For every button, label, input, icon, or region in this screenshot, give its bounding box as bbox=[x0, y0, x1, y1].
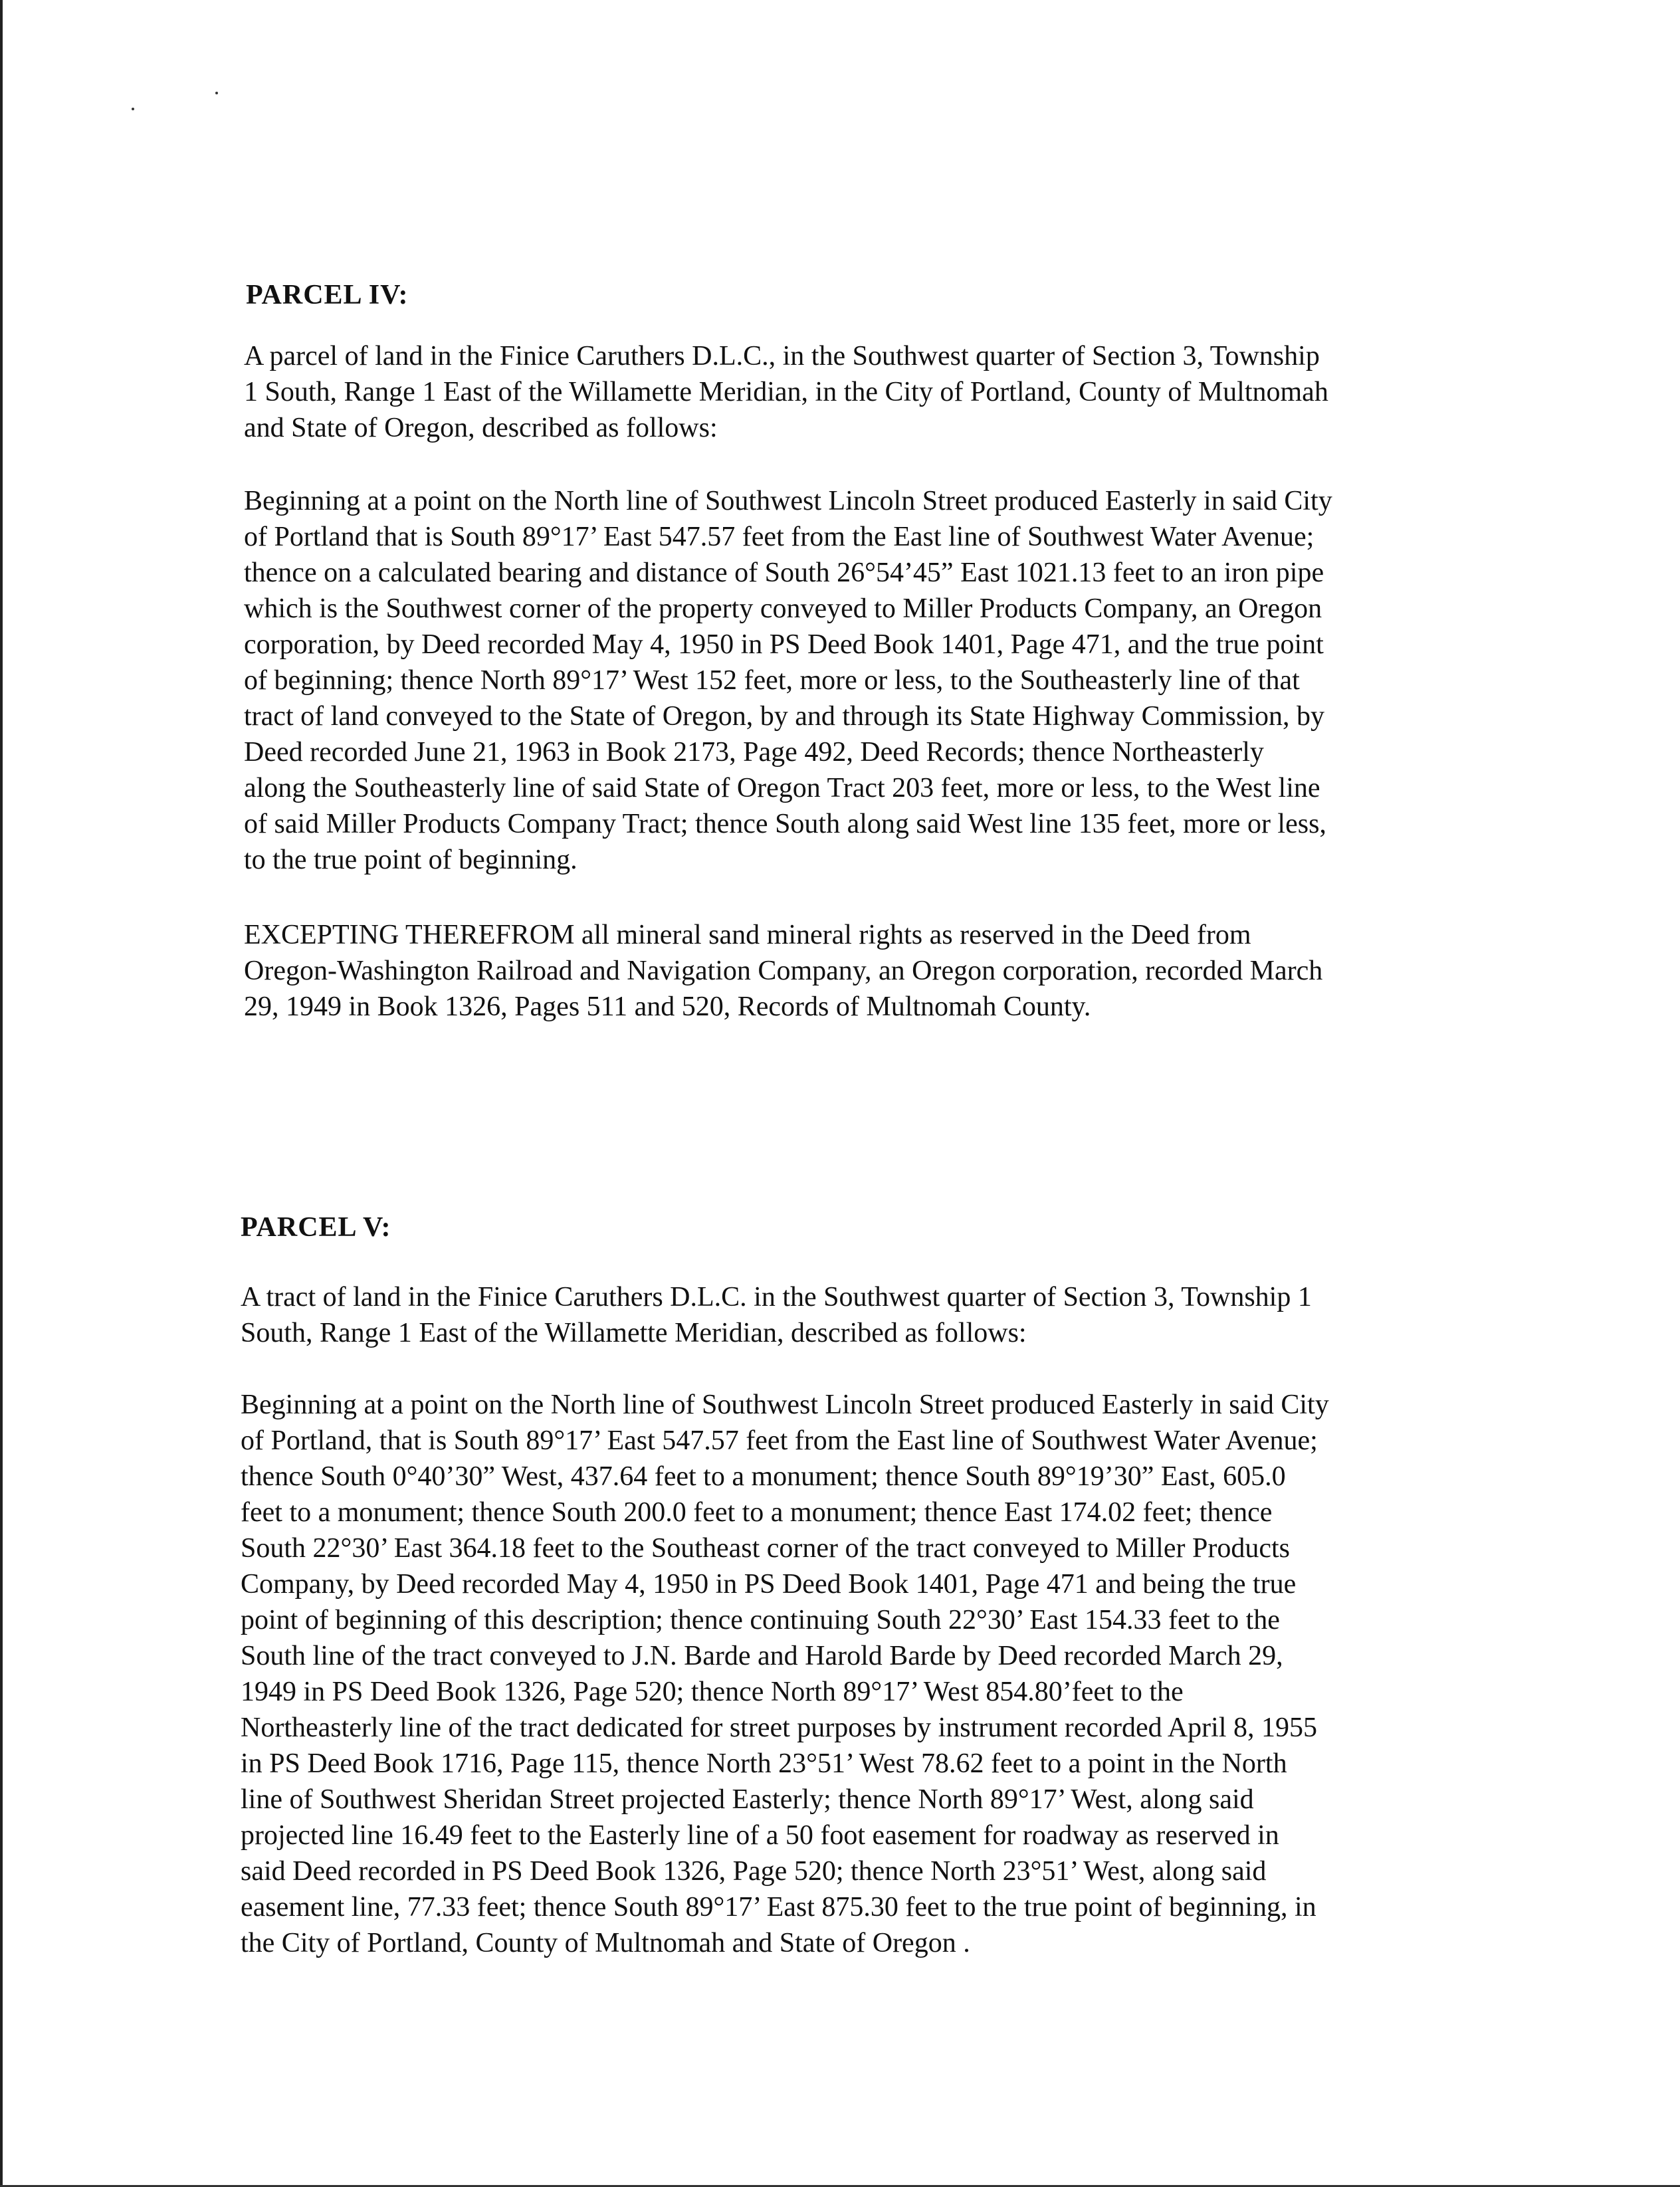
text-line: tract of land conveyed to the State of Oregon, by and through its State Highway Commission, by bbox=[244, 701, 1325, 732]
text-line: said Deed recorded in PS Deed Book 1326, Page 520; thence North 23°51’ West, along said bbox=[241, 1856, 1267, 1887]
text-line: feet to a monument; thence South 200.0 feet to a monument; thence East 174.02 feet; thence bbox=[241, 1497, 1273, 1528]
text-line: which is the Southwest corner of the property conveyed to Miller Products Company, an Oregon bbox=[244, 593, 1322, 624]
scan-left-edge bbox=[0, 0, 3, 2187]
text-line: A parcel of land in the Finice Caruthers D.L.C., in the Southwest quarter of Section 3, Township bbox=[244, 341, 1320, 371]
text-line: thence on a calculated bearing and distance of South 26°54’45” East 1021.13 feet to an iron pipe bbox=[244, 558, 1324, 588]
text-line: corporation, by Deed recorded May 4, 1950 in PS Deed Book 1401, Page 471, and the true point bbox=[244, 629, 1324, 660]
text-line: EXCEPTING THEREFROM all mineral sand mineral rights as reserved in the Deed from bbox=[244, 920, 1251, 950]
text-line: in PS Deed Book 1716, Page 115, thence North 23°51’ West 78.62 feet to a point in the North bbox=[241, 1748, 1287, 1779]
text-line: Company, by Deed recorded May 4, 1950 in PS Deed Book 1401, Page 471 and being the true bbox=[241, 1569, 1297, 1600]
scan-speck bbox=[215, 92, 218, 94]
text-line: line of Southwest Sheridan Street projected Easterly; thence North 89°17’ West, along said bbox=[241, 1784, 1254, 1815]
text-line: Oregon-Washington Railroad and Navigation Company, an Oregon corporation, recorded March bbox=[244, 956, 1323, 986]
text-line: of said Miller Products Company Tract; thence South along said West line 135 feet, more or less, bbox=[244, 809, 1326, 839]
text-line: Beginning at a point on the North line of Southwest Lincoln Street produced Easterly in said City bbox=[244, 486, 1332, 516]
text-line: South line of the tract conveyed to J.N. Barde and Harold Barde by Deed recorded March 29, bbox=[241, 1641, 1283, 1671]
text-line: 1949 in PS Deed Book 1326, Page 520; thence North 89°17’ West 854.80’feet to the bbox=[241, 1677, 1184, 1707]
text-line: the City of Portland, County of Multnomah and State of Oregon . bbox=[241, 1928, 970, 1958]
scan-speck bbox=[132, 108, 134, 110]
text-line: easement line, 77.33 feet; thence South 89°17’ East 875.30 feet to the true point of beginning, in bbox=[241, 1892, 1316, 1923]
text-line: Beginning at a point on the North line of Southwest Lincoln Street produced Easterly in said City bbox=[241, 1390, 1329, 1420]
parcel-v-intro bbox=[241, 1279, 1312, 1351]
text-line: and State of Oregon, described as follows: bbox=[244, 413, 718, 443]
text-line: Northeasterly line of the tract dedicated for street purposes by instrument recorded April 8, 1955 bbox=[241, 1713, 1317, 1743]
text-line: thence South 0°40’30” West, 437.64 feet to a monument; thence South 89°19’30” East, 605.0 bbox=[241, 1461, 1286, 1492]
text-line: to the true point of beginning. bbox=[244, 845, 578, 875]
text-line: of Portland, that is South 89°17’ East 547.57 feet from the East line of Southwest Water Avenue; bbox=[241, 1425, 1318, 1456]
text-line: along the Southeasterly line of said State of Oregon Tract 203 feet, more or less, to the West line bbox=[244, 773, 1320, 803]
text-line: of Portland that is South 89°17’ East 547.57 feet from the East line of Southwest Water Avenue; bbox=[244, 522, 1314, 552]
parcel-iv-exception bbox=[244, 917, 1322, 1025]
text-line: South, Range 1 East of the Willamette Meridian, described as follows: bbox=[241, 1318, 1027, 1348]
text-line: 29, 1949 in Book 1326, Pages 511 and 520, Records of Multnomah County. bbox=[244, 991, 1091, 1022]
text-line: 1 South, Range 1 East of the Willamette Meridian, in the City of Portland, County of Multnomah bbox=[244, 377, 1328, 407]
parcel-iv-heading: PARCEL IV: bbox=[246, 280, 409, 310]
text-line: of beginning; thence North 89°17’ West 152 feet, more or less, to the Southeasterly line of that bbox=[244, 665, 1300, 696]
text-line: A tract of land in the Finice Caruthers D.L.C. in the Southwest quarter of Section 3, Township 1 bbox=[241, 1282, 1312, 1312]
parcel-v-heading: PARCEL V: bbox=[241, 1212, 391, 1243]
text-line: South 22°30’ East 364.18 feet to the Southeast corner of the tract conveyed to Miller Products bbox=[241, 1533, 1290, 1564]
text-line: point of beginning of this description; thence continuing South 22°30’ East 154.33 feet to the bbox=[241, 1605, 1280, 1635]
parcel-iv-description bbox=[244, 483, 1332, 878]
parcel-iv-intro bbox=[244, 338, 1328, 446]
text-line: Deed recorded June 21, 1963 in Book 2173, Page 492, Deed Records; thence Northeasterly bbox=[244, 737, 1264, 768]
text-line: projected line 16.49 feet to the Easterly line of a 50 foot easement for roadway as reserved in bbox=[241, 1820, 1279, 1851]
parcel-v-description bbox=[241, 1387, 1329, 1961]
